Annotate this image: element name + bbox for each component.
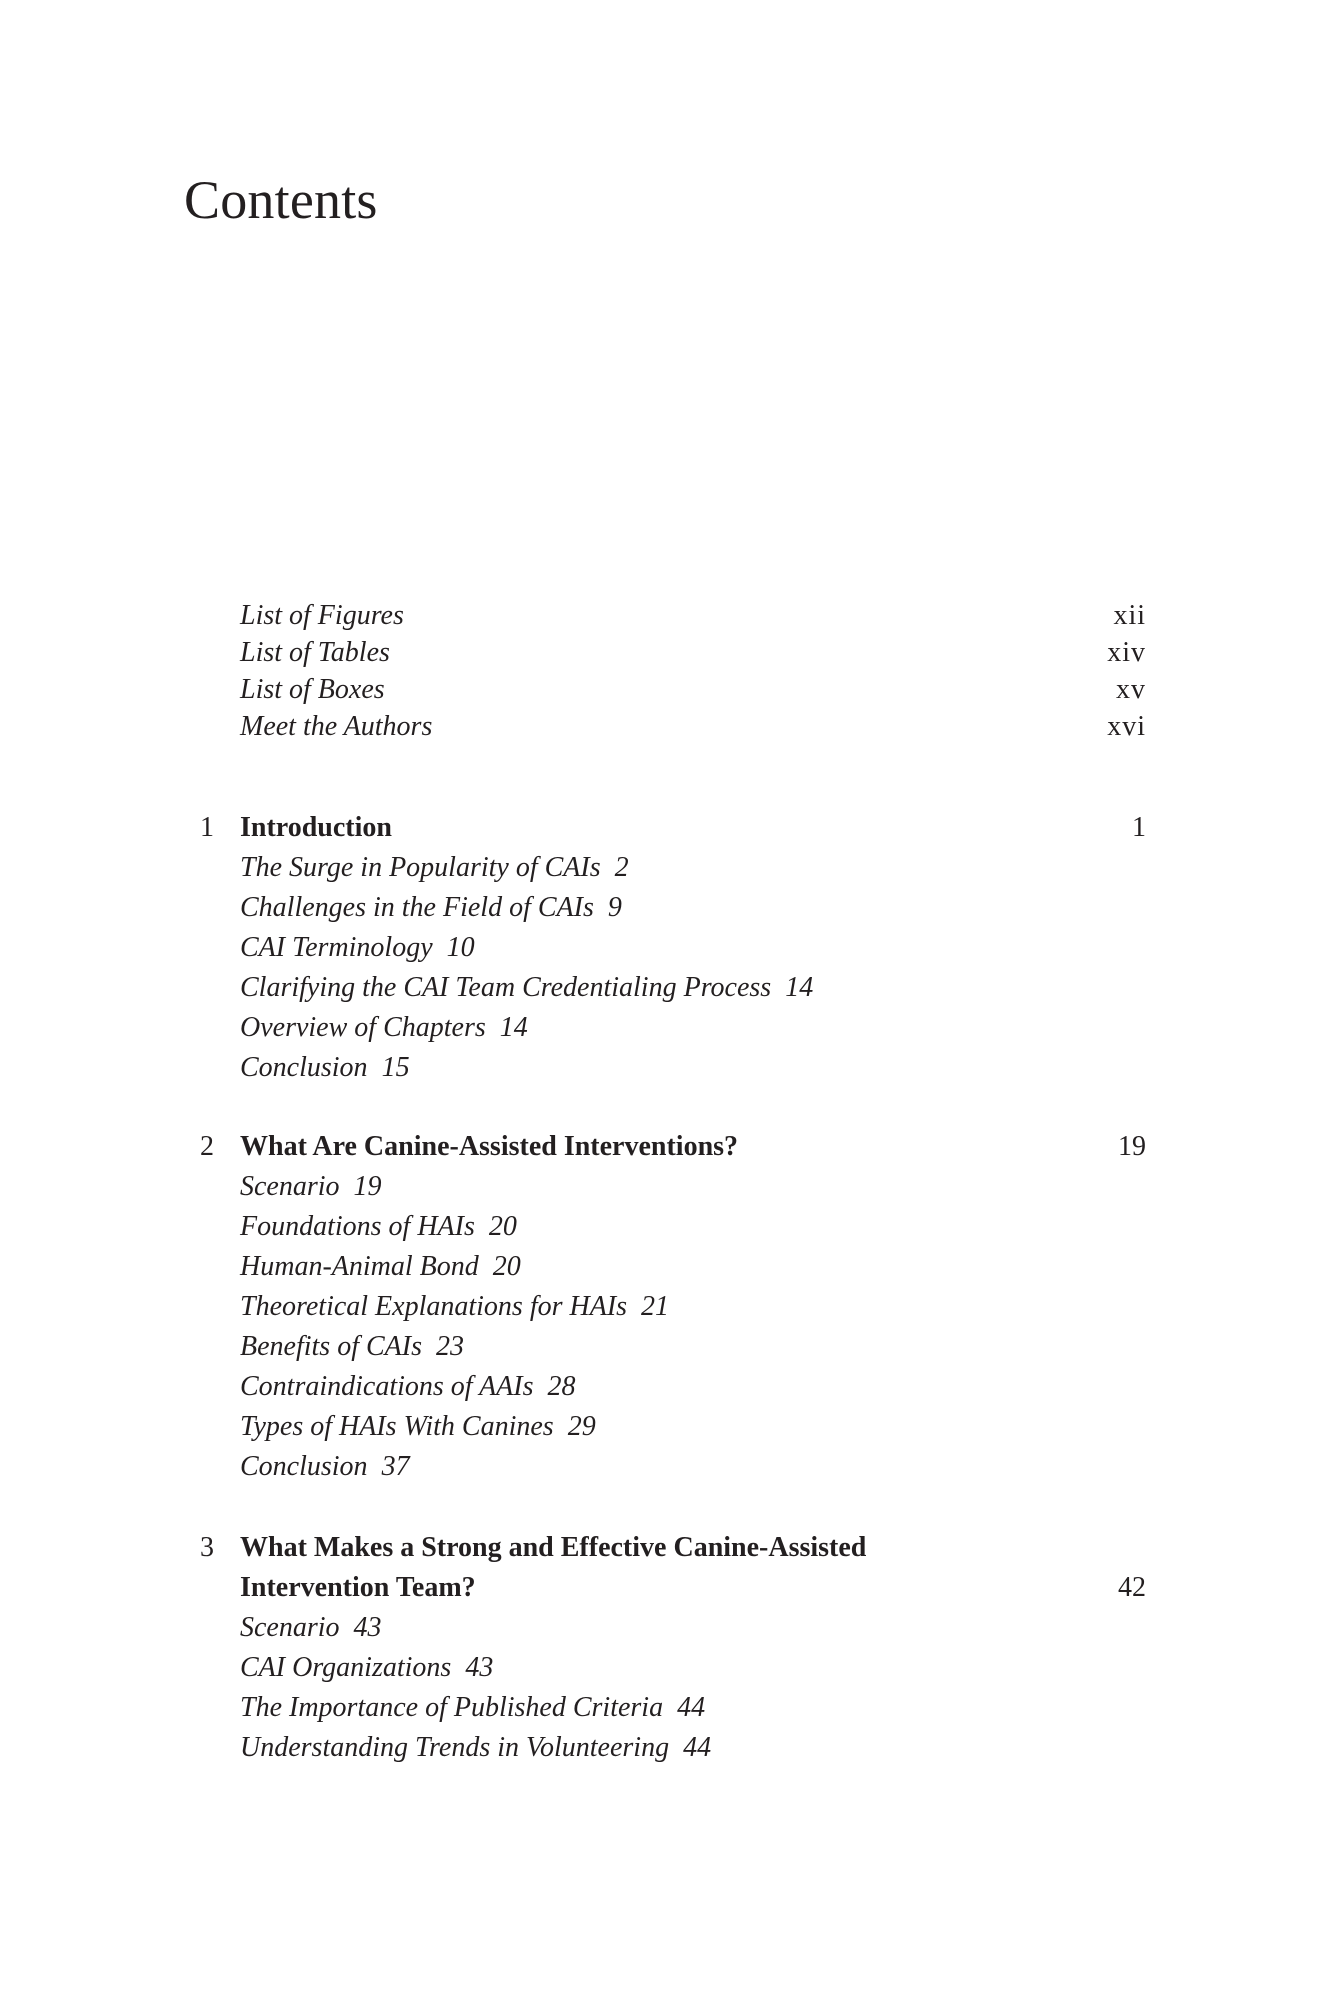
chapter-1 [0,808,1332,1088]
front-matter-page: xvi [1107,711,1146,742]
section-page: 37 [381,1451,410,1482]
chapter-title: What Makes a Strong and Effective Canine-Assisted Intervention Team? [240,1532,867,1603]
section-title: Scenario [240,1612,340,1643]
section-page: 10 [446,932,475,963]
front-matter-page: xii [1113,600,1146,631]
chapter-title: Introduction [240,812,392,843]
section-list [0,1608,1332,1768]
chapter-3 [0,1528,1332,1768]
section-page: 44 [683,1732,712,1763]
section-item[interactable] [240,1367,1332,1407]
section-title: Understanding Trends in Volunteering [240,1732,670,1763]
section-title: Challenges in the Field of CAIs [240,892,594,923]
section-list [0,848,1332,1088]
section-title: Conclusion [240,1451,368,1482]
section-item[interactable] [240,848,1332,888]
section-title: Scenario [240,1171,340,1202]
front-matter-item-tables[interactable] [240,634,1146,671]
section-page: 14 [499,1012,528,1043]
front-matter-page: xv [1116,674,1146,705]
section-title: The Surge in Popularity of CAIs [240,852,601,883]
section-item[interactable] [240,1287,1332,1327]
section-item[interactable] [240,1407,1332,1447]
section-title: Contraindications of AAIs [240,1371,534,1402]
section-page: 23 [435,1331,464,1362]
page-title: Contents [184,170,378,230]
chapter-page: 1 [1132,812,1146,843]
section-page: 14 [785,972,814,1003]
section-item[interactable] [240,1167,1332,1207]
section-page: 29 [567,1411,596,1442]
section-page: 28 [547,1371,576,1402]
section-page: 43 [465,1652,494,1683]
section-page: 9 [607,892,622,923]
chapter-page: 19 [1118,1131,1146,1162]
section-item[interactable] [240,928,1332,968]
front-matter-label: Meet the Authors [240,711,433,742]
section-item[interactable] [240,968,1332,1008]
section-item[interactable] [240,888,1332,928]
section-page: 20 [488,1211,517,1242]
chapter-number: 3 [200,1532,214,1563]
front-matter-label: List of Tables [240,637,390,668]
chapter-heading[interactable] [0,808,1332,848]
front-matter-page: xiv [1107,637,1146,668]
chapter-page: 42 [1118,1572,1146,1603]
section-item[interactable] [240,1728,1332,1768]
front-matter-item-boxes[interactable] [240,671,1146,708]
section-title: The Importance of Published Criteria [240,1692,664,1723]
section-item[interactable] [240,1608,1332,1648]
section-title: Types of HAIs With Canines [240,1411,554,1442]
section-title: Conclusion [240,1052,368,1083]
section-item[interactable] [240,1648,1332,1688]
front-matter-item-authors[interactable] [240,708,1146,745]
section-title: CAI Organizations [240,1652,452,1683]
section-item[interactable] [240,1207,1332,1247]
section-title: Clarifying the CAI Team Credentialing Process [240,972,772,1003]
section-page: 2 [614,852,629,883]
section-title: Theoretical Explanations for HAIs [240,1291,628,1322]
chapter-number: 2 [200,1131,214,1162]
section-item[interactable] [240,1008,1332,1048]
section-title: CAI Terminology [240,932,433,963]
section-title: Human-Animal Bond [240,1251,479,1282]
section-item[interactable] [240,1048,1332,1088]
chapter-number: 1 [200,812,214,843]
section-page: 19 [353,1171,382,1202]
chapter-heading[interactable] [0,1127,1332,1167]
chapter-heading[interactable] [0,1528,1332,1608]
front-matter-item-figures[interactable] [240,597,1146,634]
section-title: Foundations of HAIs [240,1211,475,1242]
section-page: 20 [492,1251,521,1282]
section-title: Benefits of CAIs [240,1331,422,1362]
section-list [0,1167,1332,1487]
chapter-2 [0,1127,1332,1487]
section-item[interactable] [240,1247,1332,1287]
section-page: 44 [677,1692,706,1723]
chapter-title: What Are Canine-Assisted Interventions? [240,1131,739,1162]
front-matter-label: List of Boxes [240,674,385,705]
section-page: 43 [353,1612,382,1643]
section-title: Overview of Chapters [240,1012,486,1043]
section-item[interactable] [240,1327,1332,1367]
front-matter-list [240,597,1146,745]
section-page: 15 [381,1052,410,1083]
front-matter-label: List of Figures [240,600,404,631]
section-item[interactable] [240,1447,1332,1487]
section-item[interactable] [240,1688,1332,1728]
section-page: 21 [641,1291,670,1322]
